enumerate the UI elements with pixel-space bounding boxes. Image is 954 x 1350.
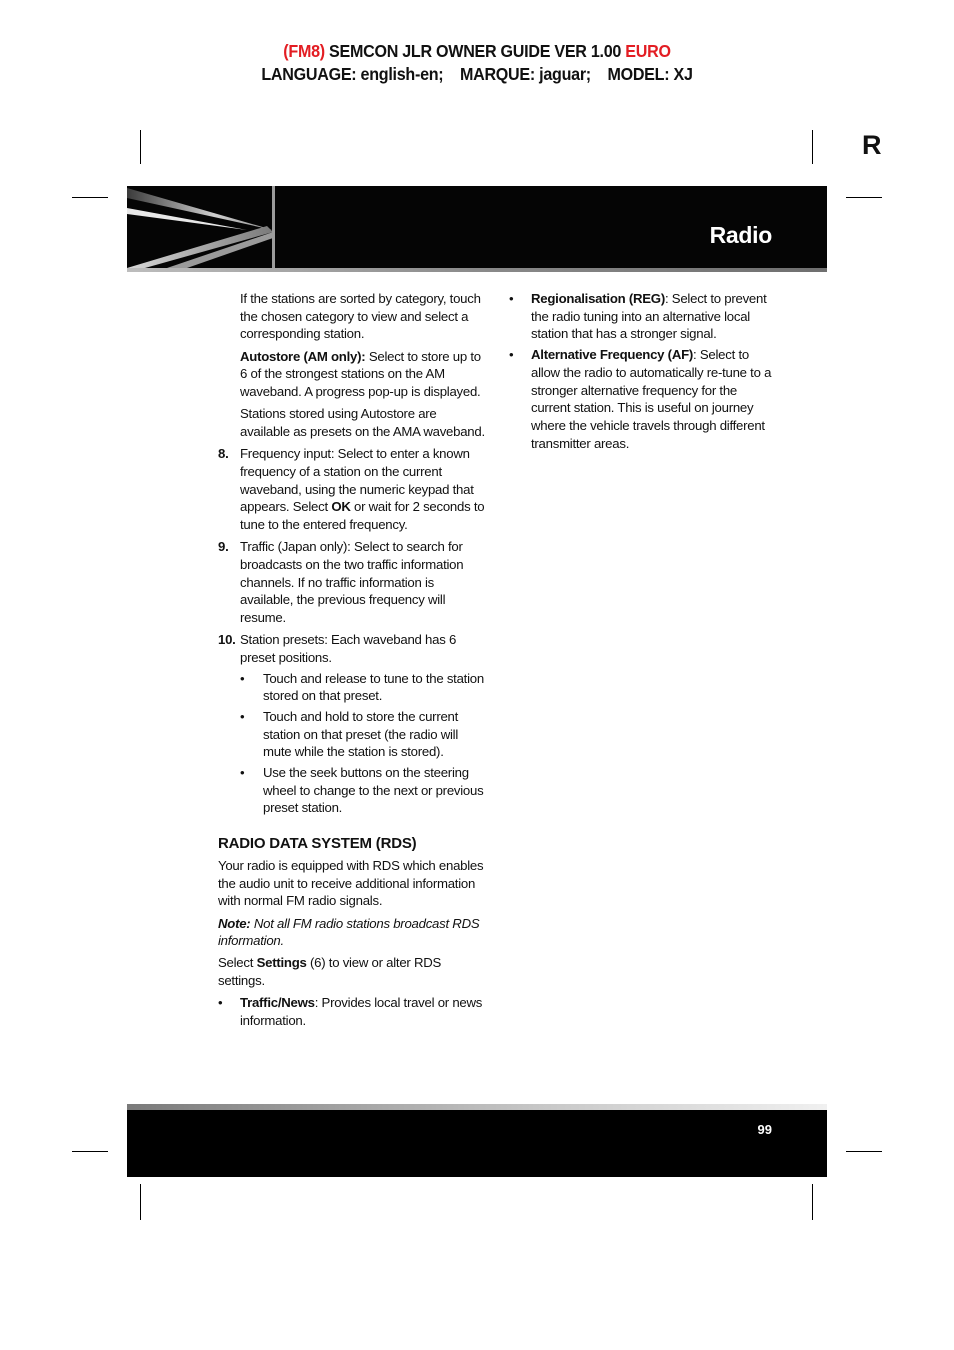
paragraph: Stations stored using Autostore are available as presets on the AMA waveband. [240, 406, 485, 439]
bullet-icon: • [509, 347, 514, 363]
af-text: : Select to allow the radio to automatically re-tune to a stronger alternative frequency for the current station. This is useful on journey where the vehicle travels through different transmitter areas. [531, 347, 772, 451]
banner-underline [127, 268, 827, 272]
header-model: MODEL: XJ [607, 64, 693, 84]
bullet-item [218, 994, 486, 1029]
autostore-label: Autostore (AM only): [240, 348, 366, 364]
note [218, 915, 486, 950]
document-header-line1 [38, 41, 916, 62]
paragraph: Your radio is equipped with RDS which enables the audio unit to receive additional information with normal FM radio signals. [218, 857, 484, 909]
bullet-icon: • [218, 995, 223, 1011]
bullet-item [509, 346, 777, 452]
left-column [218, 290, 486, 1033]
chapter-title: Radio [709, 222, 772, 248]
crop-mark [140, 130, 141, 164]
paragraph-autostore [218, 348, 486, 401]
crop-mark [812, 1184, 813, 1220]
bullet-icon: • [240, 765, 245, 781]
list-item [218, 631, 486, 666]
section-heading: RADIO DATA SYSTEM (RDS) [218, 835, 417, 853]
note-text: Not all FM radio stations broadcast RDS information. [218, 915, 480, 949]
page-number: 99 [757, 1122, 772, 1137]
bullet-icon: • [509, 291, 514, 306]
paragraph-settings [218, 954, 486, 989]
sub-bullet-item [218, 764, 486, 817]
header-fm8: (FM8) [283, 41, 325, 61]
list-item [218, 538, 486, 627]
bullet-text: Use the seek buttons on the steering wheel to change to the next or previous preset station. [263, 765, 484, 816]
item-number: 9. [218, 539, 229, 555]
note-label: Note: [218, 915, 251, 931]
traffic-label: Traffic/News [240, 995, 315, 1011]
crop-mark [72, 1151, 108, 1152]
document-header-line2 [38, 64, 916, 85]
crop-mark [846, 1151, 882, 1152]
traffic-text: : Provides local travel or news information. [240, 995, 483, 1029]
settings-text: Select [218, 955, 257, 971]
ok-label: OK [331, 499, 351, 515]
settings-label: Settings [256, 955, 307, 971]
bullet-icon: • [240, 670, 245, 686]
crop-mark [140, 1184, 141, 1220]
page-footer [127, 1110, 827, 1177]
right-column [509, 290, 777, 455]
settings-text: (6) to view or alter RDS settings. [218, 955, 442, 989]
section-index-letter: R [862, 130, 882, 160]
chapter-banner [127, 186, 827, 268]
bullet-text: Touch and release to tune to the station stored on that preset. [263, 670, 484, 704]
header-marque: MARQUE: jaguar; [459, 64, 591, 84]
bullet-icon: • [240, 708, 245, 724]
header-language: LANGUAGE: english-en; [261, 64, 444, 84]
af-label: Alternative Frequency (AF) [531, 347, 694, 363]
item-number: 8. [218, 446, 229, 462]
header-guide-title: SEMCON JLR OWNER GUIDE VER 1.00 [324, 41, 626, 61]
sub-bullet-item [218, 670, 486, 705]
item-text: or wait for 2 seconds to tune to the entered frequency. [240, 499, 485, 532]
crop-mark [812, 130, 813, 164]
item-text: Station presets: Each waveband has 6 preset positions. [240, 632, 457, 665]
item-text: Traffic (Japan only): Select to search for broadcasts on the two traffic information channels. If no traffic information is available, the previous frequency will resume. [240, 539, 464, 625]
paragraph: If the stations are sorted by category, touch the chosen category to view and select a corresponding station. [240, 291, 481, 342]
banner-divider [272, 186, 275, 268]
bullet-text: Touch and hold to store the current station on that preset (the radio will mute while the station is stored). [263, 708, 459, 760]
autostore-text: Select to store up to 6 of the strongest stations on the AM waveband. A progress pop-up is displayed. [240, 348, 481, 400]
crop-mark [72, 197, 108, 198]
crop-mark [846, 197, 882, 198]
item-number: 10. [218, 632, 236, 648]
reg-text: : Select to prevent the radio tuning into an alternative local station that has a stronger signal. [531, 291, 767, 342]
bullet-item [509, 290, 777, 343]
header-euro: EURO [625, 41, 671, 61]
chevron-graphic-icon [127, 186, 275, 268]
sub-bullet-item [218, 708, 486, 761]
item-text: Frequency input: Select to enter a known frequency of a station on the current waveband, using the numeric keypad that appears. Select [240, 446, 474, 515]
reg-label: Regionalisation (REG) [531, 291, 665, 306]
list-item [218, 445, 486, 534]
